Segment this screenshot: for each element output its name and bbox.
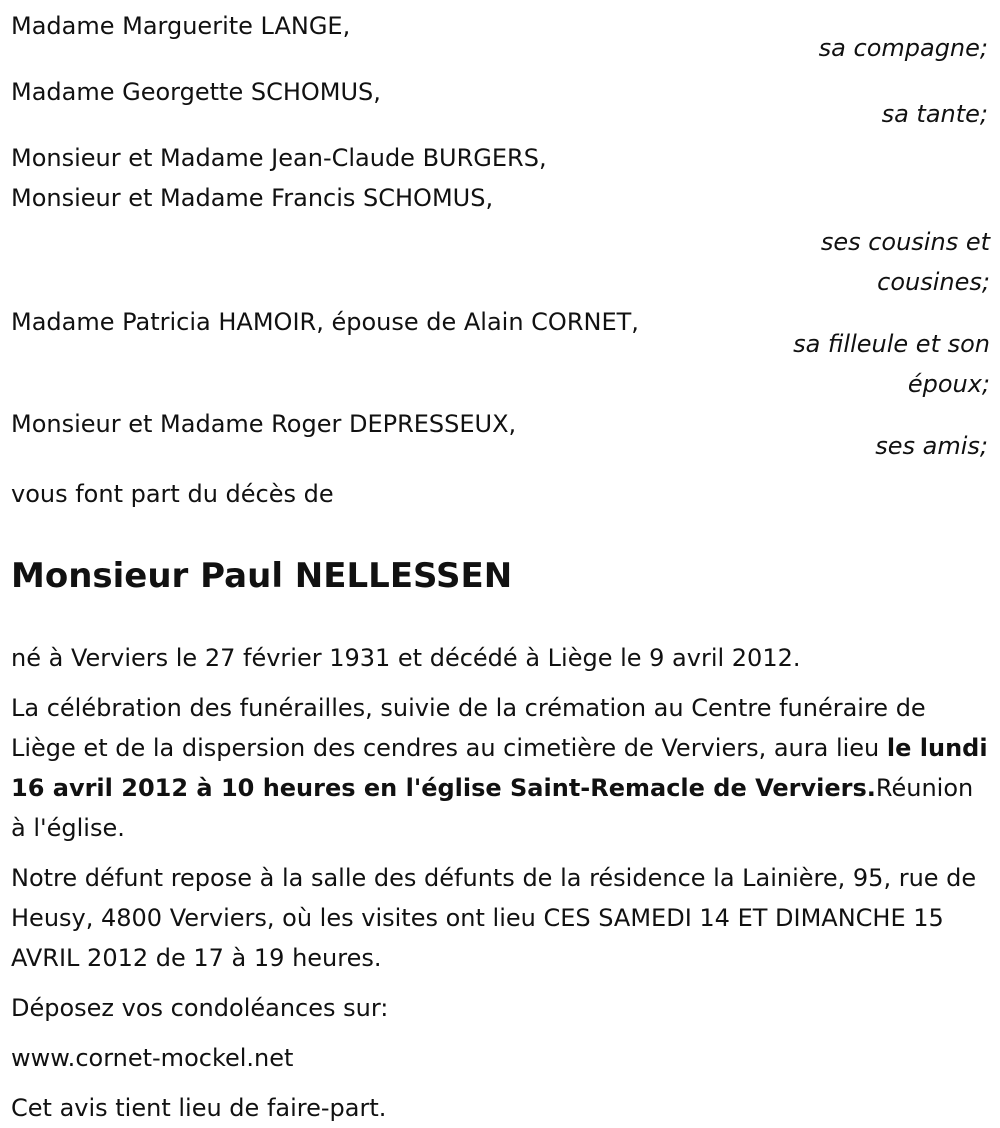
family-name: Monsieur et Madame Jean-Claude BURGERS, — [11, 144, 547, 172]
birth-death-text: né à Verviers le 27 février 1931 et décédé à Liège le 9 avril 2012. — [11, 644, 801, 672]
family-name: Madame Georgette SCHOMUS, — [11, 78, 381, 106]
family-name: Monsieur et Madame Roger DEPRESSEUX, — [11, 410, 517, 438]
ceremony-text — [11, 688, 990, 848]
closing-text: Cet avis tient lieu de faire-part. — [11, 1094, 387, 1122]
family-name: Madame Patricia HAMOIR, épouse de Alain CORNET, — [11, 308, 639, 336]
condolences-label: Déposez vos condoléances sur: — [11, 994, 389, 1022]
family-relation: ses amis; — [875, 432, 988, 460]
family-entry-3 — [11, 138, 990, 302]
family-entry-5 — [11, 404, 990, 466]
family-name: Madame Marguerite LANGE, — [11, 12, 351, 40]
family-relation: sa tante; — [881, 100, 988, 128]
ceremony-suffix: Réunion à l'église. — [11, 774, 974, 842]
family-entry-2 — [11, 72, 990, 134]
family-relation: ses cousins et cousines; — [820, 228, 990, 296]
deceased-name: Monsieur Paul NELLESSEN — [11, 556, 513, 596]
visitation-text: Notre défunt repose à la salle des défunts de la résidence la Lainière, 95, rue de Heusy, 4800 Verviers, où les visites ont lieu CES SAMEDI 14 ET DIMANCHE 15 AVRIL 2012 de 17 à 19 heures. — [11, 864, 977, 972]
website-link[interactable]: www.cornet-mockel.net — [11, 1044, 294, 1072]
family-relation: sa compagne; — [818, 34, 988, 62]
ceremony-date-place: le lundi 16 avril 2012 à 10 heures en l'église Saint-Remacle de Verviers. — [11, 734, 988, 802]
family-relation: sa filleule et son époux; — [793, 330, 990, 398]
family-name: Monsieur et Madame Francis SCHOMUS, — [11, 184, 494, 212]
intro-text: vous font part du décès de — [11, 480, 334, 508]
ceremony-prefix: La célébration des funérailles, suivie de la crémation au Centre funéraire de Liège et de la dispersion des cendres au cimetière de Verviers, aura lieu — [11, 694, 926, 762]
family-entry-1 — [11, 6, 990, 68]
family-entry-4 — [11, 302, 990, 404]
